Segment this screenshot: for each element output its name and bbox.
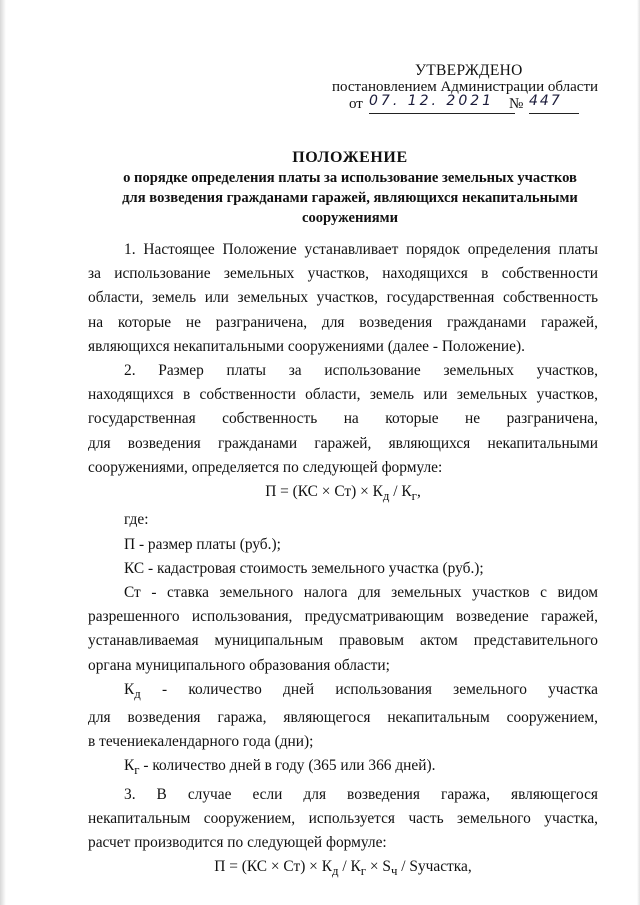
title-heading: ПОЛОЖЕНИЕ (292, 149, 408, 166)
p2-line: сооружениями, определяется по следующей формуле: (88, 458, 443, 476)
date-number-line (349, 93, 609, 118)
p3-line: расчет производится по следующей формуле: (88, 834, 387, 852)
p2-line: находящихся в собственности области, земель или земельных участков, (88, 386, 598, 404)
formula-2-part: / Sучастка, (397, 858, 472, 876)
definition-p: П - размер платы (руб.); (124, 535, 281, 553)
formula-2-part: П = (КС × Ст) × К (214, 858, 332, 876)
title-line-3: сооружениями (301, 210, 399, 226)
p1-line: 1. Настоящее Положение устанавливает порядок определения платы (124, 241, 598, 258)
p2-line: 2. Размер платы за использование земельных участков, (124, 362, 598, 380)
title-line-1: о порядке определения платы за использование земельных участков (123, 170, 577, 186)
definition-kd-line: для возведения гаража, являющегося некапитальным сооружением, (88, 709, 598, 727)
formula-1-part: П = (КС × Ст) × К (265, 483, 383, 501)
p1-line: за использование земельных участков, находящихся в собственности (88, 265, 598, 283)
p3-line: некапитальным сооружением, используется часть земельного участка, (88, 809, 598, 827)
formula-1-part: , (416, 483, 421, 501)
kd-subscript: д (134, 686, 141, 701)
kg-symbol: К (124, 757, 135, 775)
formula-2-subscript: ч (390, 864, 398, 879)
formula-2-subscript: д (331, 864, 339, 879)
p1-line: области, земель или земельных участков, государственная собственность (88, 289, 598, 307)
scan-edge-left (0, 0, 6, 905)
p2-line: для возведения гражданами гаражей, являющихся некапитальными (88, 434, 598, 452)
definition-ks: КС - кадастровая стоимость земельного участка (руб.); (124, 559, 484, 577)
formula-2-part: × S (366, 858, 391, 876)
handwritten-date: 07. 12. 2021 (369, 93, 515, 114)
handwritten-number: 447 (529, 93, 579, 114)
p2-line: государственная собственность на которые не разграничена, (88, 410, 598, 428)
definition-kd-line: в течениекалендарного года (дни); (88, 733, 314, 751)
definition-st-line: разрешенного использования, предусматривающим возведение гаражей, (88, 608, 598, 626)
kd-symbol: К (124, 680, 135, 698)
kg-text: - количество дней в году (365 или 366 дней). (139, 757, 436, 775)
formula-1-part: / К (389, 483, 412, 501)
definition-st-line: органа муниципального образования области; (88, 656, 390, 674)
title-line-2: для возведения гражданами гаражей, являющихся некапитальными (122, 190, 578, 206)
approved-stamp: УТВЕРЖДЕНО (415, 62, 523, 79)
document-title (80, 148, 620, 228)
number-prefix: № (509, 96, 524, 112)
formula-1-subscript: д (382, 489, 390, 504)
kd-text: - количество дней использования земельного участка (140, 680, 598, 698)
date-prefix: от (349, 96, 363, 112)
definition-kg (88, 754, 598, 782)
p1-line: являющихся некапитальными сооружениями (далее - Положение). (88, 337, 525, 355)
p3-line: 3. В случае если для возведения гаража, являющегося (124, 785, 598, 803)
resolution-line: постановлением Администрации области (332, 79, 599, 95)
kg-subscript: г (134, 763, 140, 778)
document-body (88, 238, 598, 884)
formula-1 (88, 480, 598, 508)
p1-line: на которые не разграничена, для возведения гражданами гаражей, (88, 313, 598, 331)
formula-2-part: / К (338, 858, 361, 876)
formula-2-subscript: г (360, 864, 367, 879)
definition-st-line: устанавливаемая муниципальным правовым актом представительного (88, 632, 598, 650)
definition-kd-line (88, 678, 598, 706)
where-label: где: (124, 511, 149, 529)
formula-2 (88, 855, 598, 883)
formula-1-subscript: г (411, 489, 417, 504)
definition-st-line: Ст - ставка земельного налога для земельных участков с видом (124, 583, 598, 601)
